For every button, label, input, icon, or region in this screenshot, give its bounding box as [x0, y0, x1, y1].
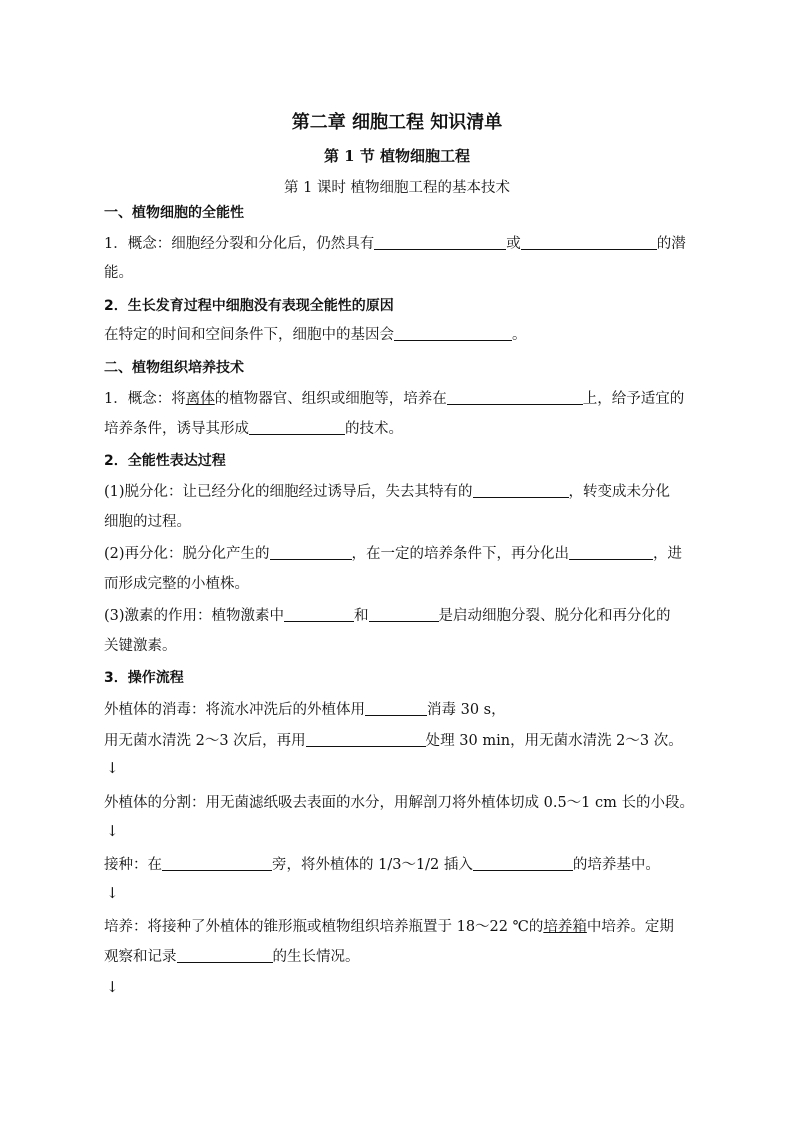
part1-item1-line2: 能。: [104, 265, 133, 281]
blank-field[interactable]: [374, 234, 506, 250]
blank-field[interactable]: [521, 234, 657, 250]
flow-arrow-icon: ↓: [106, 822, 119, 840]
part2-item1-line1: 1．概念：将离体的植物器官、组织或细胞等，培养在 上，给予适宜的: [104, 391, 685, 407]
blank-field[interactable]: [162, 855, 272, 871]
page-title: 第二章 细胞工程 知识清单: [291, 112, 503, 133]
blank-field[interactable]: [306, 731, 426, 747]
blank-field[interactable]: [270, 544, 352, 560]
redifferentiation-line2: 而形成完整的小植株。: [104, 576, 249, 592]
part2-item1-line2: 培养条件，诱导其形成 的技术。: [104, 421, 403, 437]
blank-field[interactable]: [249, 419, 345, 435]
inoculation-line: 接种：在 旁，将外植体的 1/3～1/2 插入 的培养基中。: [104, 857, 660, 873]
blank-field[interactable]: [177, 947, 273, 963]
part2-item3-heading: 3．操作流程: [104, 670, 184, 686]
sterilization-line2: 用无菌水清洗 2～3 次后，再用 处理 30 min，用无菌水清洗 2～3 次。: [104, 733, 683, 749]
section-title: 第 1 节 植物细胞工程: [323, 147, 471, 165]
part1-item2-line: 在特定的时间和空间条件下，细胞中的基因会 。: [104, 327, 527, 343]
flow-arrow-icon: ↓: [106, 884, 119, 902]
culture-line2: 观察和记录 的生长情况。: [104, 949, 360, 965]
blank-field[interactable]: [447, 389, 583, 405]
blank-field[interactable]: [369, 606, 439, 622]
blank-field[interactable]: [473, 482, 569, 498]
blank-field[interactable]: [569, 544, 653, 560]
flow-arrow-icon: ↓: [106, 978, 119, 996]
part1-item1-line1: 1．概念：细胞经分裂和分化后，仍然具有 或 的潜: [104, 236, 686, 252]
lesson-title: 第 1 课时 植物细胞工程的基本技术: [283, 180, 511, 196]
part2-item2-heading: 2．全能性表达过程: [104, 453, 226, 469]
blank-field[interactable]: [284, 606, 354, 622]
hormone-line2: 关键激素。: [104, 638, 177, 654]
part1-heading: 一、植物细胞的全能性: [104, 205, 244, 221]
cutting-line: 外植体的分割：用无菌滤纸吸去表面的水分，用解剖刀将外植体切成 0.5～1 cm 长的小段。: [104, 795, 694, 811]
blank-field[interactable]: [473, 855, 573, 871]
dedifferentiation-line1: (1)脱分化：让已经分化的细胞经过诱导后，失去其特有的 ，转变成未分化: [104, 484, 671, 500]
part2-heading: 二、植物组织培养技术: [104, 360, 244, 376]
blank-field[interactable]: [394, 325, 512, 341]
culture-line1: 培养：将接种了外植体的锥形瓶或植物组织培养瓶置于 18～22 ℃的培养箱中培养。定期: [104, 919, 674, 935]
part1-item2-heading: 2．生长发育过程中细胞没有表现全能性的原因: [104, 298, 394, 314]
flow-arrow-icon: ↓: [106, 759, 119, 777]
hormone-line1: (3)激素的作用：植物激素中 和 是启动细胞分裂、脱分化和再分化的: [104, 608, 671, 624]
redifferentiation-line1: (2)再分化：脱分化产生的 ，在一定的培养条件下，再分化出 ，进: [104, 546, 683, 562]
dedifferentiation-line2: 细胞的过程。: [104, 514, 191, 530]
sterilization-line1: 外植体的消毒：将流水冲洗后的外植体用 消毒 30 s，: [104, 702, 506, 718]
blank-field[interactable]: [365, 700, 427, 716]
